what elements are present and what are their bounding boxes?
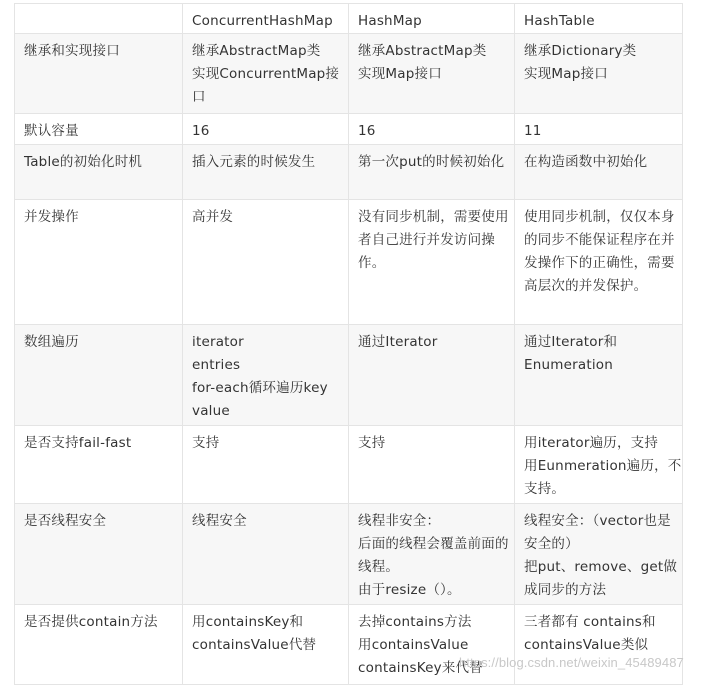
table-row xyxy=(15,605,683,685)
cell-line: 16 xyxy=(192,123,210,139)
cell-line: 支持 xyxy=(192,435,220,451)
cell-line: 16 xyxy=(358,123,376,139)
table-cell xyxy=(183,325,349,426)
cell-line: 线程安全 xyxy=(192,513,247,529)
header-cell-hashtable: HashTable xyxy=(515,4,683,34)
cell-line: 支持 xyxy=(358,435,386,451)
table-cell xyxy=(349,605,515,685)
cell-line: 高并发 xyxy=(192,209,234,225)
table-cell xyxy=(349,426,515,504)
header-cell-hashmap: HashMap xyxy=(349,4,515,34)
table-cell xyxy=(183,34,349,114)
row-label: 数组遍历 xyxy=(15,325,183,426)
cell-line: 用containsValue xyxy=(358,637,469,653)
table-row xyxy=(15,200,683,325)
table-cell xyxy=(183,200,349,325)
table-cell xyxy=(515,114,683,145)
row-label: 默认容量 xyxy=(15,114,183,145)
cell-line: 后面的线程会覆盖前面的线程。 xyxy=(358,536,509,575)
row-label: 继承和实现接口 xyxy=(15,34,183,114)
cell-line: 继承Dictionary类 xyxy=(524,43,637,59)
header-row xyxy=(15,4,683,34)
watermark-url: https://blog.csdn.net/weixin_45489487 xyxy=(459,655,684,670)
cell-line: 实现ConcurrentMap接口 xyxy=(192,66,340,105)
table-row xyxy=(15,426,683,504)
table-cell xyxy=(183,605,349,685)
cell-line: 继承AbstractMap类 xyxy=(192,43,321,59)
cell-line: 实现Map接口 xyxy=(524,66,608,82)
table-cell xyxy=(515,200,683,325)
table-row xyxy=(15,504,683,605)
cell-line: 用Eunmeration遍历，不支持。 xyxy=(524,458,682,497)
cell-line: 没有同步机制，需要使用者自己进行并发访问操作。 xyxy=(358,209,509,271)
row-label: 并发操作 xyxy=(15,200,183,325)
table-cell xyxy=(349,114,515,145)
cell-line: 由于resize（）。 xyxy=(358,582,461,598)
table-cell xyxy=(349,145,515,200)
cell-line: 去掉contains方法 xyxy=(358,614,472,630)
cell-line: containsValue代替 xyxy=(192,637,317,653)
cell-line: entries xyxy=(192,357,241,373)
cell-line: 通过Iterator xyxy=(358,334,438,350)
table-row xyxy=(15,34,683,114)
cell-line: 使用同步机制，仅仅本身的同步不能保证程序在并发操作下的正确性，需要高层次的并发保护。 xyxy=(524,209,675,294)
cell-line: 通过Iterator和 xyxy=(524,334,618,350)
table-cell xyxy=(183,504,349,605)
table-row xyxy=(15,114,683,145)
cell-line: Enumeration xyxy=(524,357,613,373)
table-cell xyxy=(183,114,349,145)
cell-line: containsKey来代替 xyxy=(358,660,483,676)
cell-line: iterator xyxy=(192,334,244,350)
comparison-table xyxy=(14,3,683,685)
cell-line: 把put、remove、get做成同步的方法 xyxy=(524,559,678,598)
table-cell xyxy=(515,325,683,426)
cell-line: 三者都有 contains和 xyxy=(524,614,656,630)
table-cell xyxy=(515,504,683,605)
table-cell xyxy=(183,145,349,200)
cell-line: 第一次put的时候初始化 xyxy=(358,154,505,170)
row-label: 是否提供contain方法 xyxy=(15,605,183,685)
table-cell xyxy=(349,200,515,325)
cell-line: 线程非安全： xyxy=(358,513,441,529)
header-cell-empty xyxy=(15,4,183,34)
cell-line: value xyxy=(192,403,230,419)
cell-line: 实现Map接口 xyxy=(358,66,442,82)
row-label: Table的初始化时机 xyxy=(15,145,183,200)
cell-line: 插入元素的时候发生 xyxy=(192,154,316,170)
table-cell xyxy=(515,34,683,114)
table-cell xyxy=(349,34,515,114)
cell-line: 用containsKey和 xyxy=(192,614,304,630)
table-cell xyxy=(349,504,515,605)
table-cell xyxy=(515,145,683,200)
table-cell xyxy=(515,605,683,685)
cell-line: 11 xyxy=(524,123,542,139)
cell-line: 继承AbstractMap类 xyxy=(358,43,487,59)
table-row xyxy=(15,325,683,426)
cell-line: for-each循环遍历key xyxy=(192,380,328,396)
table-cell xyxy=(515,426,683,504)
header-cell-concurrenthashmap: ConcurrentHashMap xyxy=(183,4,349,34)
row-label: 是否支持fail-fast xyxy=(15,426,183,504)
row-label: 是否线程安全 xyxy=(15,504,183,605)
table-cell xyxy=(183,426,349,504)
cell-line: containsValue类似 xyxy=(524,637,649,653)
cell-line: 用iterator遍历，支持 xyxy=(524,435,659,451)
table-cell xyxy=(349,325,515,426)
cell-line: 在构造函数中初始化 xyxy=(524,154,648,170)
table-row xyxy=(15,145,683,200)
cell-line: 线程安全：（vector也是安全的） xyxy=(524,513,671,552)
